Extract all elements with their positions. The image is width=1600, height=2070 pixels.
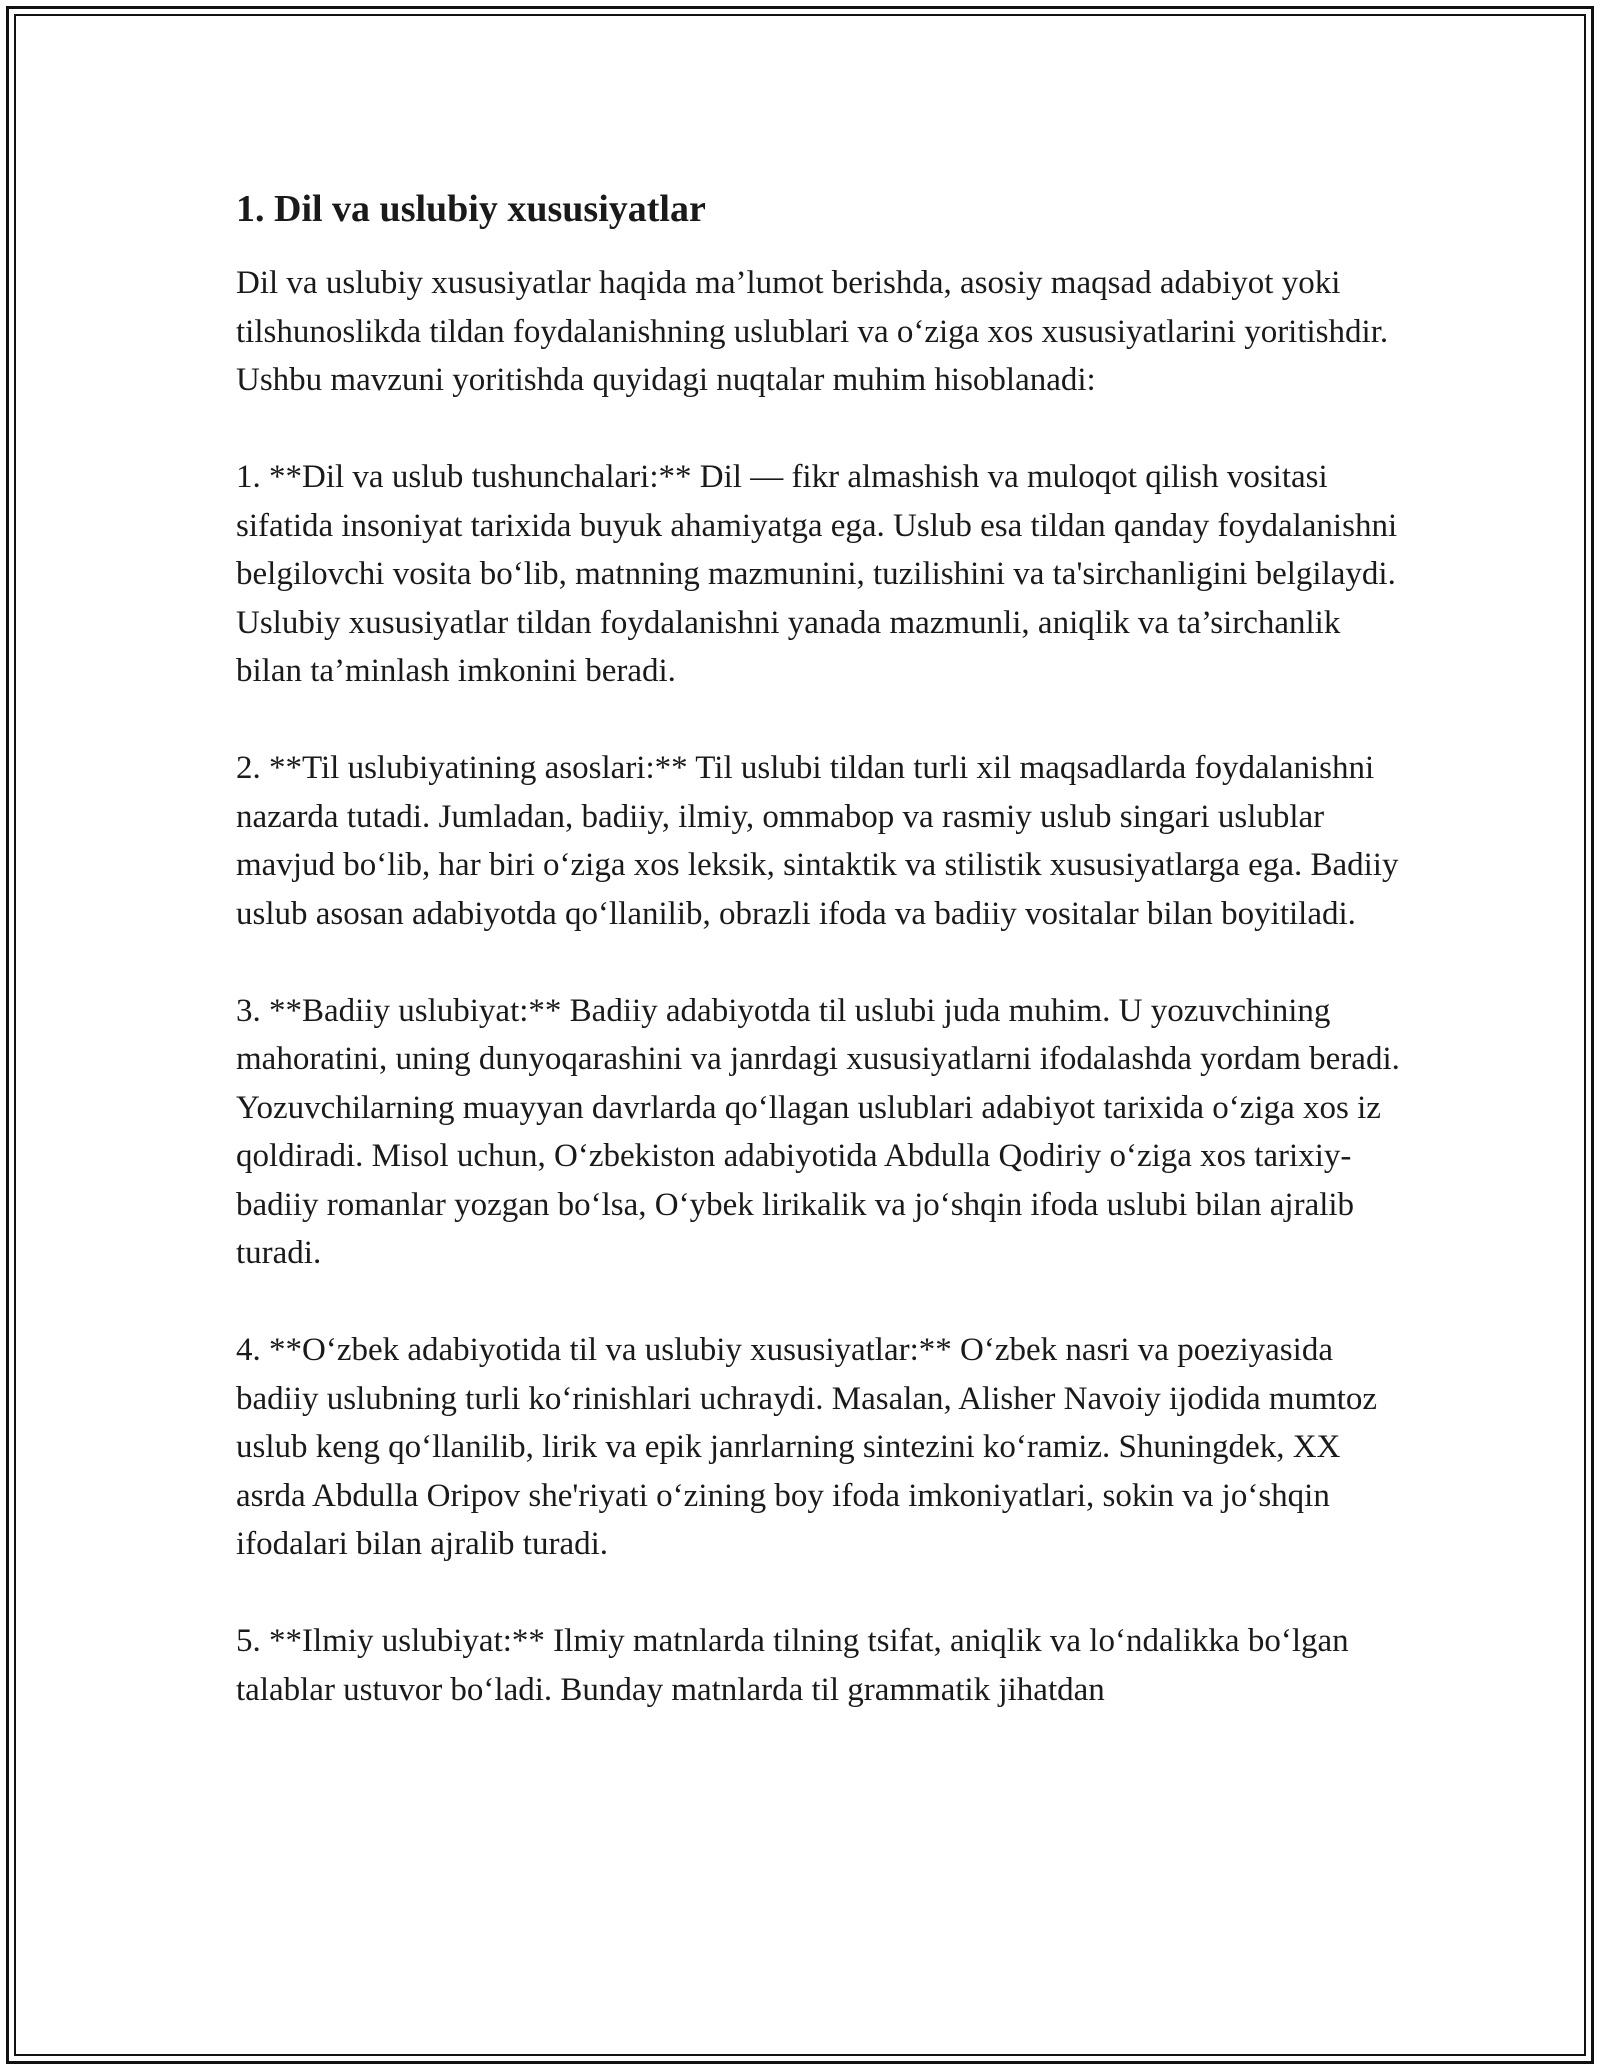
list-item-badiiy-uslubiyat: 3. **Badiiy uslubiyat:** Badiiy adabiyotda til uslubi juda muhim. U yozuvchining mahoratini, uning dunyoqarashini va janrdagi xususiyatlarni ifodalashda yordam beradi. Yozuvchilarning muayyan davrlarda qo‘llagan uslublari adabiyot tarixida o‘ziga xos iz qoldiradi. Misol uchun, O‘zbekiston adabiyotida Abdulla Qodiriy o‘ziga xos tarixiy-badiiy romanlar yozgan bo‘lsa, O‘ybek lirikalik va jo‘shqin ifoda uslubi bilan ajralib turadi. — [236, 992, 1400, 1271]
intro-paragraph: Dil va uslubiy xususiyatlar haqida ma’lumot berishda, asosiy maqsad adabiyot yoki tilshunoslikda tildan foydalanishning uslublari va o‘ziga xos xususiyatlarini yoritishdir. Ushbu mavzuni yoritishda quyidagi nuqtalar muhim hisoblanadi: — [236, 265, 1389, 398]
list-item-til-uslubiyati: 2. **Til uslubiyatining asoslari:** Til uslubi tildan turli xil maqsadlarda foydalanishni nazarda tutadi. Jumladan, badiiy, ilmiy, ommabop va rasmiy uslub singari uslublar mavjud bo‘lib, har biri o‘ziga xos leksik, sintaktik va stilistik xususiyatlarga ega. Badiiy uslub asosan adabiyotda qo‘llanilib, obrazli ifoda va badiiy vositalar bilan boyitiladi. — [236, 750, 1399, 932]
document-body — [236, 185, 1406, 1763]
section-heading: 1. Dil va uslubiy xususiyatlar — [236, 188, 706, 230]
list-item-ozbek-adabiyoti: 4. **O‘zbek adabiyotida til va uslubiy xususiyatlar:** O‘zbek nasri va poeziyasida badiiy uslubning turli ko‘rinishlari uchraydi. Masalan, Alisher Navoiy ijodida mumtoz uslub keng qo‘llanilib, lirik va epik janrlarning sintezini ko‘ramiz. Shuningdek, XX asrda Abdulla Oripov she'riyati o‘zining boy ifoda imkoniyatlari, sokin va jo‘shqin ifodalari bilan ajralib turadi. — [236, 1332, 1378, 1562]
list-item-dil-va-uslub: 1. **Dil va uslub tushunchalari:** Dil — fikr almashish va muloqot qilish vositasi sifatida insoniyat tarixida buyuk ahamiyatga ega. Uslub esa tildan qanday foydalanishni belgilovchi vosita bo‘lib, matnning mazmunini, tuzilishini va ta'sirchanligini belgilaydi. Uslubiy xususiyatlar tildan foydalanishni yanada mazmunli, aniqlik va ta’sirchanlik bilan ta’minlash imkonini beradi. — [236, 459, 1398, 689]
list-item-ilmiy-uslubiyat: 5. **Ilmiy uslubiyat:** Ilmiy matnlarda tilning tsifat, aniqlik va lo‘ndalikka bo‘lgan talablar ustuvor bo‘ladi. Bunday matnlarda til grammatik jihatdan — [236, 1623, 1349, 1708]
